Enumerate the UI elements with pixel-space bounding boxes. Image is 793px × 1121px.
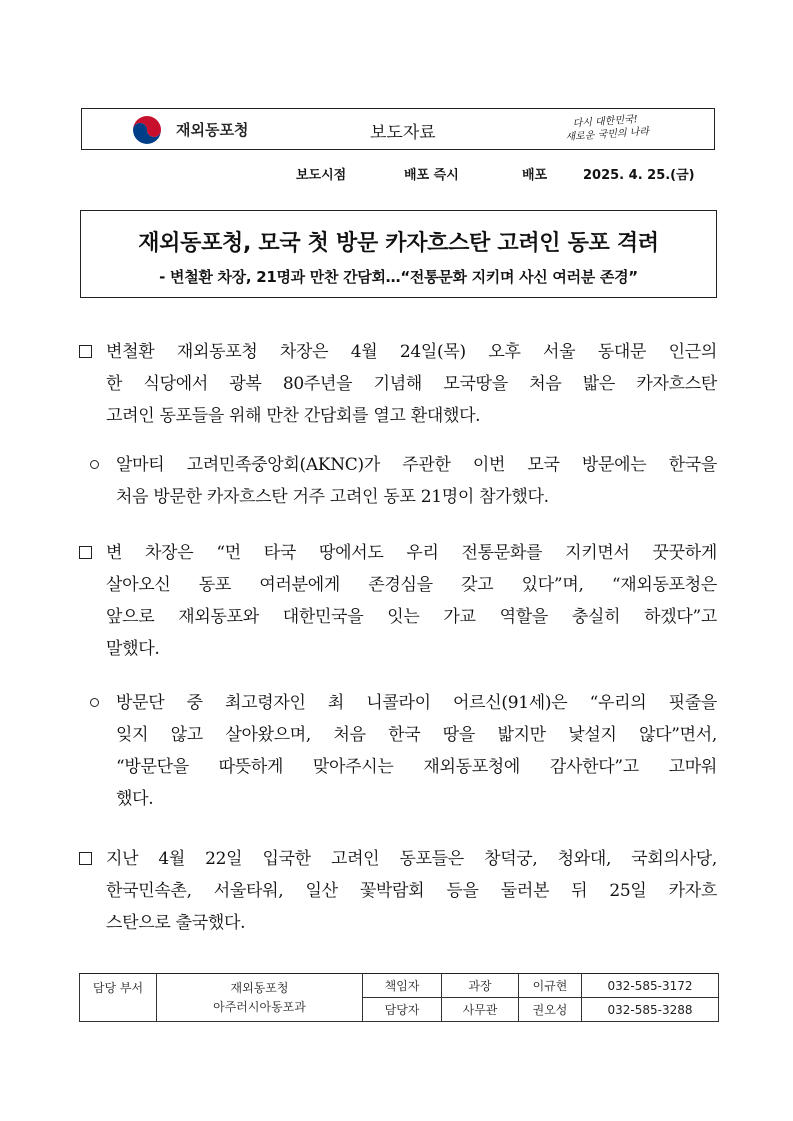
subheadline: - 변철환 차장, 21명과 만찬 간담회…“전통문화 지키며 사신 여러분 존경” xyxy=(159,268,638,286)
paragraph-2a xyxy=(116,687,717,815)
paragraph-line: 잊지 않고 살아왔으며, 처음 한국 땅을 밟지만 낯설지 않다”면서, xyxy=(116,725,717,745)
paragraph-line: 했다. xyxy=(116,789,154,809)
title-cell: 과장 xyxy=(442,974,519,998)
dept-label-cell: 담당 부서 xyxy=(80,974,157,1022)
paragraph-line: 변 차장은 “먼 타국 땅에서도 우리 전통문화를 지키면서 꿋꿋하게 xyxy=(106,543,717,563)
paragraph-1a xyxy=(116,449,717,513)
release-time-value: 배포 즉시 xyxy=(404,168,459,183)
dept-name-cell xyxy=(157,974,363,1022)
paragraph-line: 알마티 고려민족중앙회(AKNC)가 주관한 이번 모국 방문에는 한국을 xyxy=(116,455,717,475)
release-time-label: 보도시점 xyxy=(296,168,347,183)
slogan-line-1: 다시 대한민국! xyxy=(572,114,639,130)
paragraph-line: 지난 4월 22일 입국한 고려인 동포들은 창덕궁, 청와대, 국회의사당, xyxy=(106,849,717,869)
release-date-value: 2025. 4. 25.(금) xyxy=(583,168,695,183)
phone-cell: 032-585-3288 xyxy=(582,998,719,1022)
paragraph-line: 방문단 중 최고령자인 최 니콜라이 어르신(91세)은 “우리의 핏줄을 xyxy=(116,693,717,713)
paragraph-line: 말했다. xyxy=(106,639,160,659)
government-emblem-icon xyxy=(127,113,167,147)
circle-bullet-icon xyxy=(90,460,99,469)
dept-division: 아주러시아동포과 xyxy=(213,999,306,1014)
paragraph-line: 변철환 재외동포청 차장은 4월 24일(목) 오후 서울 동대문 인근의 xyxy=(106,342,717,362)
name-cell: 권오성 xyxy=(519,998,582,1022)
square-bullet-icon xyxy=(79,852,92,865)
paragraph-line: 스탄으로 출국했다. xyxy=(106,913,246,933)
doc-type-label: 보도자료 xyxy=(370,123,436,143)
circle-bullet-icon xyxy=(90,698,99,707)
agency-name: 재외동포청 xyxy=(176,121,249,139)
title-cell: 사무관 xyxy=(442,998,519,1022)
contact-table xyxy=(79,973,719,1022)
paragraph-line: 한 식당에서 광복 80주년을 기념해 모국땅을 처음 밟은 카자흐스탄 xyxy=(106,374,717,394)
paragraph-line: 살아오신 동포 여러분에게 존경심을 갖고 있다”며, “재외동포청은 xyxy=(106,575,717,595)
paragraph-line: 앞으로 재외동포와 대한민국을 잇는 가교 역할을 충실히 하겠다”고 xyxy=(106,607,717,627)
release-date-label: 배포 xyxy=(522,168,548,183)
headline: 재외동포청, 모국 첫 방문 카자흐스탄 고려인 동포 격려 xyxy=(138,231,659,256)
role-cell: 책임자 xyxy=(363,974,442,998)
paragraph-line: 고려인 동포들을 위해 만찬 간담회를 열고 환대했다. xyxy=(106,406,481,426)
paragraph-2 xyxy=(106,537,717,665)
square-bullet-icon xyxy=(79,345,92,358)
role-cell: 담당자 xyxy=(363,998,442,1022)
paragraph-1 xyxy=(106,336,717,432)
slogan-line-2: 새로운 국민의 나라 xyxy=(565,126,650,144)
paragraph-line: 한국민속촌, 서울타워, 일산 꽃박람회 등을 둘러본 뒤 25일 카자흐 xyxy=(106,881,717,901)
name-cell: 이규현 xyxy=(519,974,582,998)
phone-cell: 032-585-3172 xyxy=(582,974,719,998)
table-row xyxy=(80,974,719,998)
paragraph-line: 처음 방문한 카자흐스탄 거주 고려인 동포 21명이 참가했다. xyxy=(116,487,549,507)
dept-agency: 재외동포청 xyxy=(230,980,289,995)
square-bullet-icon xyxy=(79,546,92,559)
paragraph-line: “방문단을 따뜻하게 맞아주시는 재외동포청에 감사한다”고 고마워 xyxy=(116,757,717,777)
paragraph-3 xyxy=(106,843,717,939)
